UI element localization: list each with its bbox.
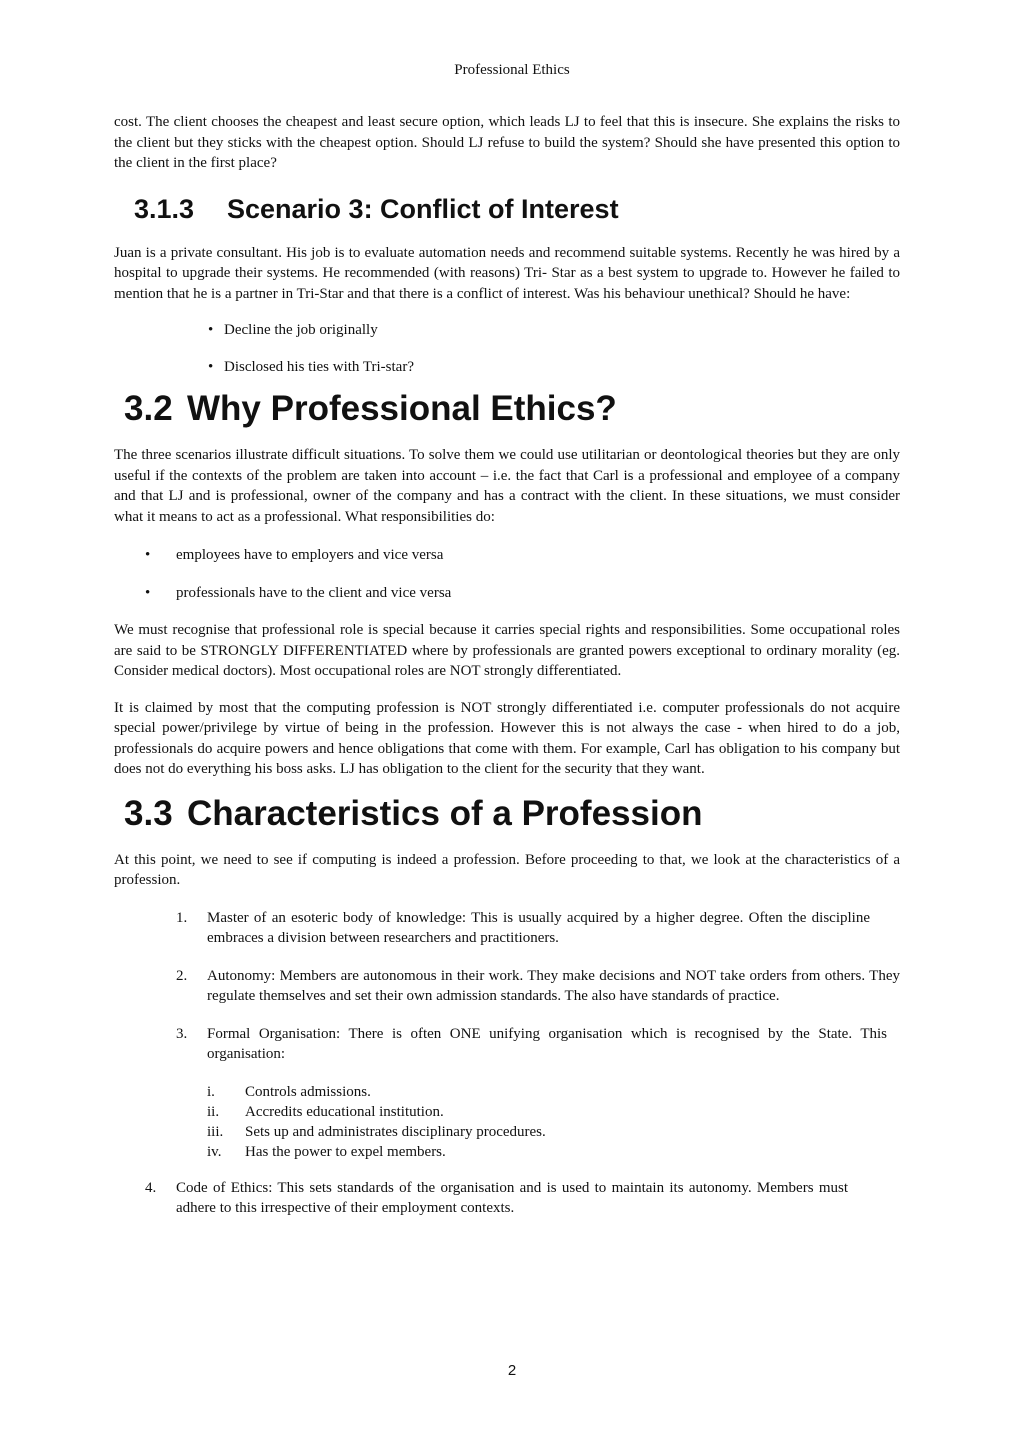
bullet-mark: •	[208, 359, 214, 375]
why-ethics-paragraph-2: We must recognise that professional role is special because it carries special rights and responsibilities. Some occupational roles are said to be STRONGLY DIFFERENTIATED where by professionals are granted powers exceptional to ordinary morality (eg. Consider medical doctors). Most occupational roles are NOT strongly differentiated.	[114, 622, 900, 679]
list-item	[114, 1024, 887, 1162]
item-number: 1.	[176, 909, 188, 926]
list-item-text: professionals have to the client and vice versa	[176, 585, 452, 601]
list-item	[114, 320, 900, 340]
item-number: iii.	[207, 1123, 224, 1140]
sublist-item	[207, 1142, 887, 1162]
page-number: 2	[507, 1362, 517, 1379]
item-number: i.	[207, 1083, 215, 1100]
item-number: 4.	[145, 1179, 157, 1196]
scenario-3-bullets	[114, 320, 900, 377]
list-item-text: Master of an esoteric body of knowledge: This is usually acquired by a higher degree. Often the discipline embraces a division between researchers and practitioners.	[207, 909, 870, 946]
list-item	[114, 1178, 848, 1219]
list-item	[114, 583, 900, 603]
list-item-text: Autonomy: Members are autonomous in their work. They make decisions and NOT take orders from others. They regulate themselves and set their own admission standards. The also have standards of practice.	[207, 967, 900, 1004]
sublist-item-text: Sets up and administrates disciplinary procedures.	[245, 1123, 546, 1140]
sublist-item-text: Controls admissions.	[245, 1083, 371, 1100]
section-heading-3-3	[114, 794, 900, 834]
section-title: Scenario 3: Conflict of Interest	[227, 193, 619, 224]
item-number: 2.	[176, 967, 188, 984]
list-item-text: Formal Organisation: There is often ONE unifying organisation which is recognised by the State. This organisation:	[207, 1025, 887, 1062]
section-heading-3-2	[114, 389, 900, 429]
sublist-item-text: Has the power to expel members.	[245, 1143, 446, 1160]
organisation-sublist	[207, 1082, 887, 1162]
sublist-item	[207, 1082, 887, 1102]
sublist-item	[207, 1122, 887, 1142]
list-item	[114, 966, 900, 1007]
list-item-text: employees have to employers and vice versa	[176, 547, 444, 563]
section-number: 3.3	[124, 793, 173, 833]
scenario-3-paragraph: Juan is a private consultant. His job is to evaluate automation needs and recommend suitable systems. Recently he was hired by a hospital to upgrade their systems. He recommended (with reasons) Tri- Star as a best system to upgrade to. However he failed to mention that he is a partner in Tri-Star and that there is a conflict of interest. Was his behaviour unethical? Should he have:	[114, 244, 900, 302]
why-ethics-paragraph-3: It is claimed by most that the computing profession is NOT strongly differentiated i.e. computer professionals do not acquire special power/privilege by virtue of being in the profession. However this is not always the case - when hired to do a job, professionals do acquire powers and hence obligations that come with them. For example, Carl has obligation to his company but does not do everything his boss asks. LJ has obligation to the client for the security that they want.	[114, 699, 900, 777]
section-title: Characteristics of a Profession	[187, 793, 703, 833]
characteristics-intro: At this point, we need to see if computing is indeed a profession. Before proceeding to that, we look at the characteristics of a profession.	[114, 851, 900, 888]
sublist-item-text: Accredits educational institution.	[245, 1103, 444, 1120]
item-number: iv.	[207, 1143, 222, 1160]
sublist-item	[207, 1102, 887, 1122]
section-heading-3-1-3	[114, 193, 900, 225]
section-number: 3.2	[124, 389, 173, 428]
list-item-text: Decline the job originally	[224, 322, 378, 338]
why-ethics-paragraph-1: The three scenarios illustrate difficult situations. To solve them we could use utilitarian or deontological theories but they are only useful if the contexts of the problem are taken into account – i.e. the fact that Carl is a professional and employee of a company and that LJ and is professional, owner of the company and has a contract with the client. In these situations, we must consider what it means to act as a professional. What responsibilities do:	[114, 447, 900, 525]
list-item-text: Code of Ethics: This sets standards of the organisation and is used to maintain its autonomy. Members must adhere to this irrespective of their employment contexts.	[176, 1179, 848, 1216]
characteristics-list	[114, 908, 900, 1219]
bullet-mark: •	[208, 322, 214, 338]
responsibility-bullets	[114, 545, 900, 603]
list-item	[114, 357, 900, 377]
item-number: 3.	[176, 1025, 188, 1042]
section-number: 3.1.3	[134, 193, 195, 224]
bullet-mark: •	[145, 585, 151, 601]
list-item-text: Disclosed his ties with Tri-star?	[224, 359, 414, 375]
list-item	[114, 908, 870, 949]
item-number: ii.	[207, 1103, 220, 1120]
bullet-mark: •	[145, 547, 151, 563]
page-body	[114, 112, 900, 1219]
list-item	[114, 545, 900, 565]
running-header: Professional Ethics	[454, 62, 570, 78]
section-title: Why Professional Ethics?	[187, 389, 617, 428]
intro-paragraph: cost. The client chooses the cheapest and least secure option, which leads LJ to feel that this is insecure. She explains the risks to the client but they sticks with the cheapest option. Should LJ refuse to build the system? Should she have presented this option to the client in the first place?	[114, 114, 900, 171]
